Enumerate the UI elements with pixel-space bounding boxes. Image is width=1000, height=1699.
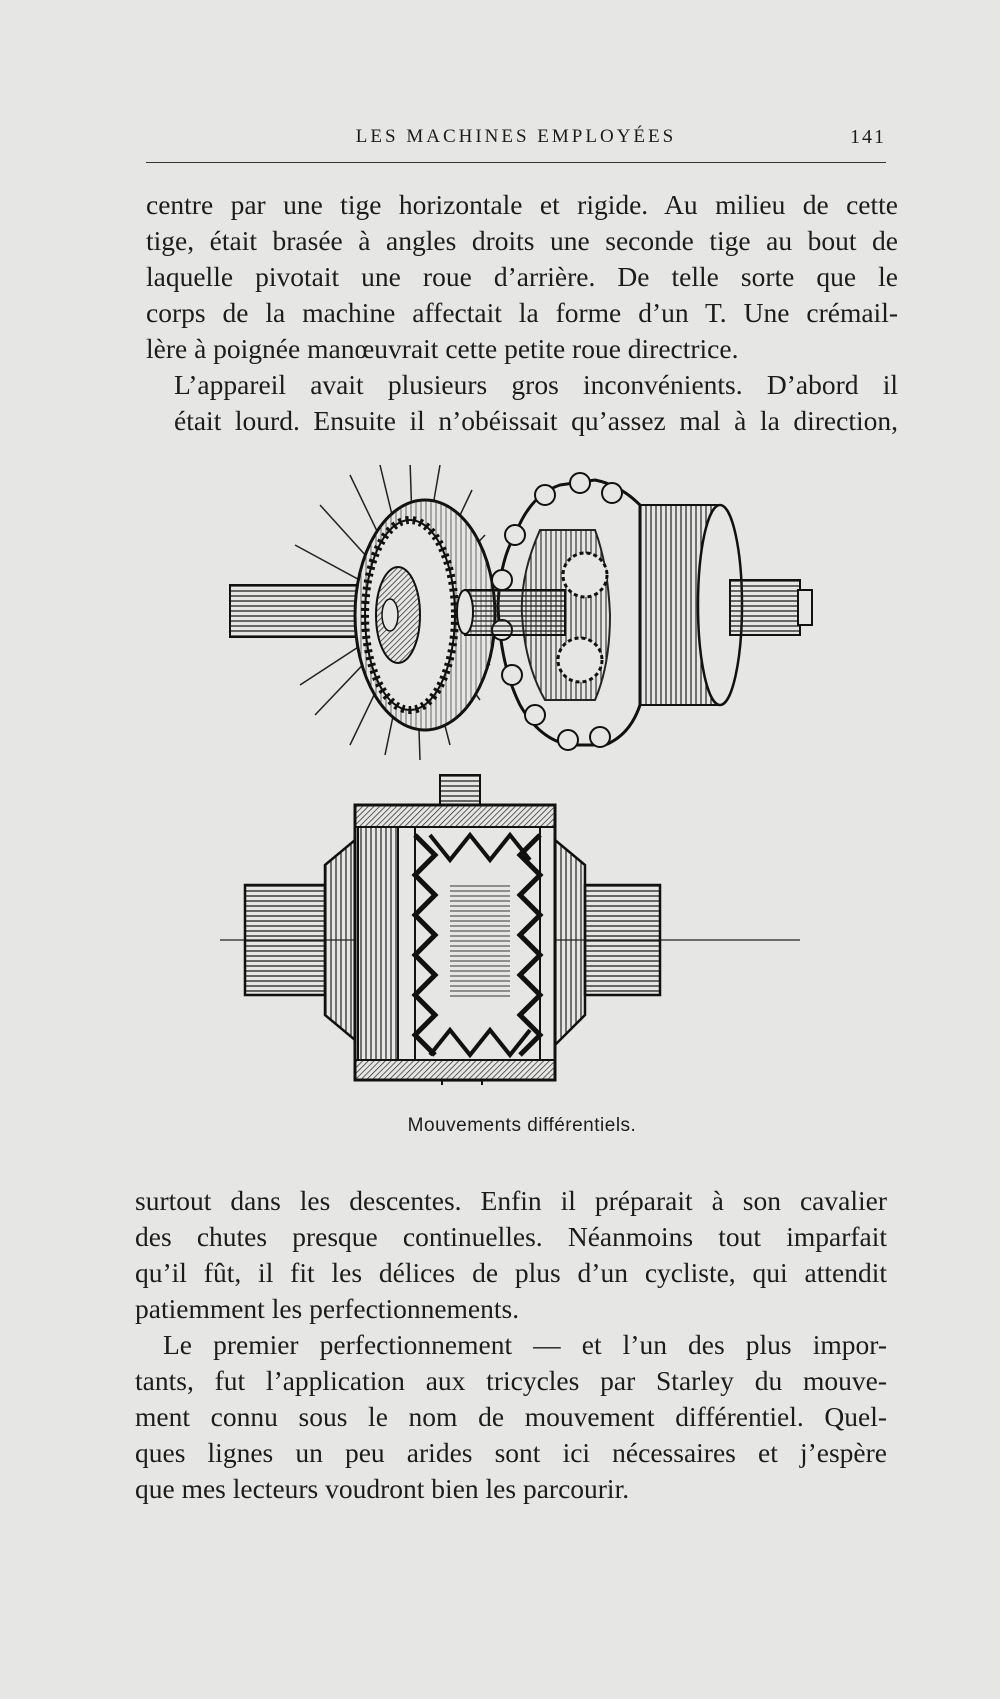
text-line: corps de la machine affectait la forme d’un T. Une crémail- [146,297,898,328]
text-line: ques lignes un peu arides sont ici nécessaires et j’espère [135,1437,887,1468]
text-line: tige, était brasée à angles droits une seconde tige au bout de [146,225,898,256]
text-line: des chutes presque continuelles. Néanmoins tout imparfait [135,1221,887,1252]
text-line: patiemment les perfectionnements. [135,1293,520,1324]
text-line: qu’il fût, il fit les délices de plus d’un cycliste, qui attendit [135,1257,887,1288]
right-gear-assembly [457,473,812,750]
text-line: que mes lecteurs voudront bien les parcourir. [135,1473,630,1504]
text-line: Le premier perfectionnement — et l’un des plus impor- [163,1329,887,1360]
differential-illustration [200,465,820,1085]
paragraph [146,367,898,439]
running-title: LES MACHINES EMPLOYÉES [355,126,677,147]
text-line: surtout dans les descentes. Enfin il préparait à son cavalier [135,1185,887,1216]
paragraph [146,187,898,367]
text-line: centre par une tige horizontale et rigide. Au milieu de cette [146,189,898,220]
text-line: lère à poignée manœuvrait cette petite roue directrice. [146,333,739,364]
page-number: 141 [850,126,886,148]
text-line: tants, fut l’application aux tricycles par Starley du mouve- [135,1365,887,1396]
paragraph [135,1327,887,1507]
text-line: ment connu sous le nom de mouvement différentiel. Quel- [135,1401,887,1432]
left-gear-assembly [230,465,495,760]
running-head [146,126,886,163]
differential-housing [220,775,800,1085]
text-line: était lourd. Ensuite il n’obéissait qu’assez mal à la direction, [174,405,898,436]
paragraph [135,1183,887,1327]
bottom-text-block [135,1183,887,1507]
text-line: L’appareil avait plusieurs gros inconvénients. D’abord il [174,369,898,400]
engraving-figure [200,465,820,1085]
figure-caption: Mouvements différentiels. [407,1115,637,1136]
text-line: laquelle pivotait une roue d’arrière. De telle sorte que le [146,261,898,292]
top-text-block [146,187,898,439]
